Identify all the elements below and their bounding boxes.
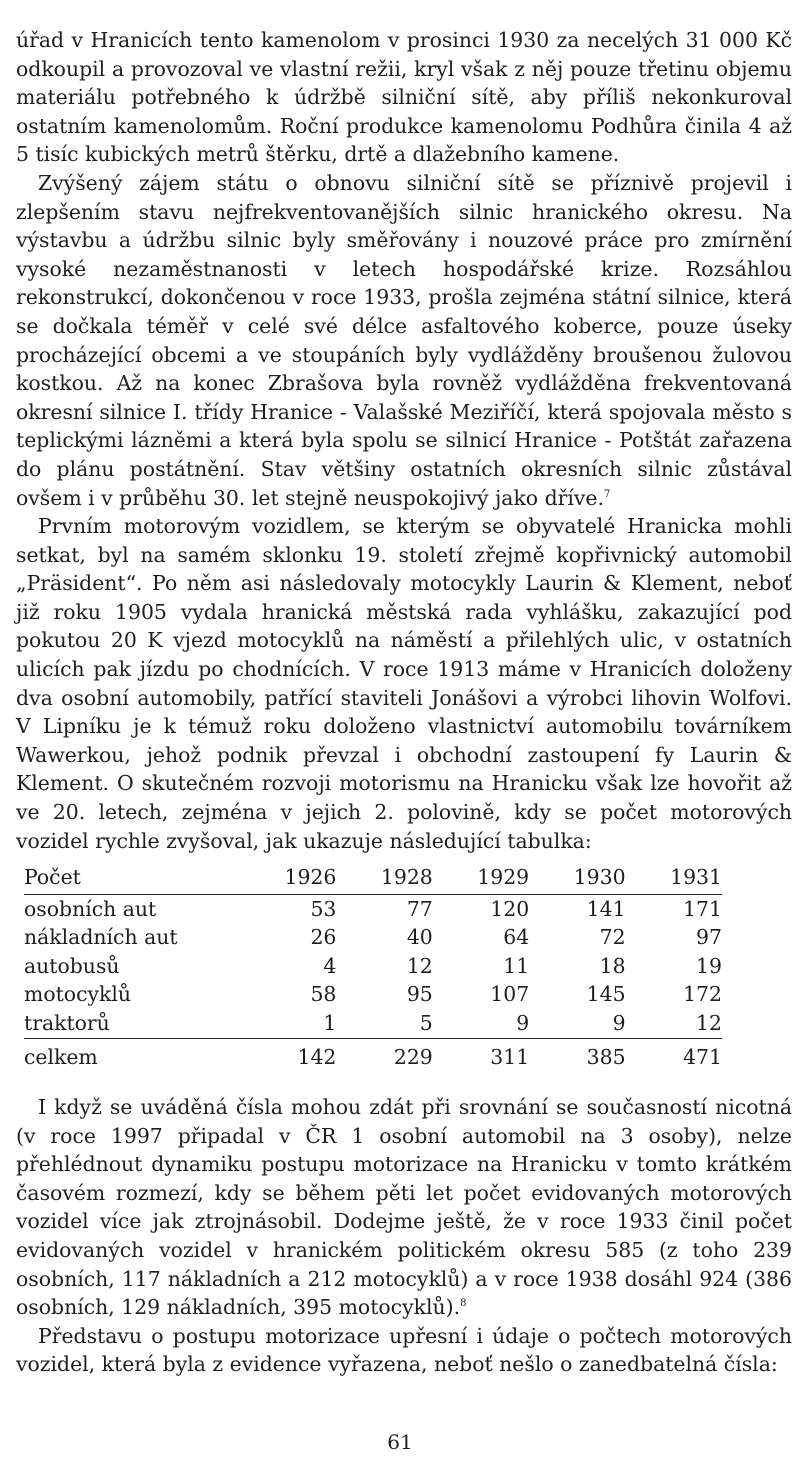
table-cell: 18 — [599, 953, 626, 978]
table-cell: 5 — [419, 1010, 433, 1035]
table-cell: 172 — [683, 982, 722, 1007]
table-cell: 141 — [586, 896, 626, 921]
table-cell: 77 — [406, 896, 433, 921]
table-cell: 9 — [516, 1010, 530, 1035]
table-cell: 58 — [310, 982, 337, 1007]
table-row — [24, 980, 722, 1009]
table-total-cell: 311 — [433, 1038, 529, 1071]
table-total-cell: 471 — [626, 1038, 722, 1071]
table-cell: 171 — [683, 896, 722, 921]
paragraph-quarry: úřad v Hranicích tento kamenolom v prosinci 1930 za necelých 31 000 Kč odkoupil a provozoval ve vlastní režii, kryl však z něj pouze třetinu objemu materiálu potřebného k údržbě silniční sítě, aby příliš nekonkuroval ostatním kamenolomům. Roční produkce kamenolomu Podhůra činila 4 až 5 tisíc kubických metrů štěrku, drtě a dlažebního kamene. — [16, 28, 792, 167]
page-body — [16, 26, 792, 855]
table-cell: 19 — [696, 953, 722, 978]
table-cell: nákladních aut — [24, 925, 178, 950]
paragraph-deregistered: Představu o postupu motorizace upřesní i údaje o počtech motorových vozidel, která byla z evidence vyřazena, neboť nešlo o zanedbatelná čísla: — [16, 1323, 792, 1377]
table-cell: autobusů — [24, 953, 120, 978]
table-header-cell: 1930 — [529, 863, 625, 894]
paragraph-motorism: Prvním motorovým vozidlem, se kterým se obyvatelé Hranicka mohli setkat, byl na samém sklonku 19. století zřejmě kopřivnický automobil „Präsident“. Po něm asi následovaly motocykly Laurin & Klement, neboť již roku 1905 vydala hranická městská rada vyhlášku, zakazující pod pokutou 20 K vjezd motocyklů na náměstí a přilehlých ulic, v ostatních ulicích pak jízdu po chodnících. V roce 1913 máme v Hranicích doloženy dva osobní automobily, patřící staviteli Jonášovi a výrobci lihovin Wolfovi. V Lipníku je k témuž roku doloženo vlastnictví automobilu továrníkem Wawerkou, jehož podnik převzal i obchodní zastoupení fy Laurin & Klement. O skutečném rozvoji motorismu na Hranicku však lze hovořit až ve 20. letech, zejména v jejich 2. polovině, kdy se počet motorových vozidel rychle zvyšoval, jak ukazuje následující tabulka: — [16, 514, 792, 853]
table-cell: 40 — [406, 925, 433, 950]
table-header-cell: 1928 — [336, 863, 432, 894]
paragraph-dynamics — [16, 1093, 792, 1322]
table-cell: 107 — [490, 982, 530, 1007]
table-cell: motocyklů — [24, 982, 132, 1007]
table-cell: 53 — [310, 896, 337, 921]
paragraph-roads-text: Zvýšený zájem státu o obnovu silniční sítě se příznivě projevil i zlepšením stavu nejfrekventovanějších silnic hranického okresu. Na výstavbu a údržbu silnic byly směřovány i nouzové práce pro zmírnění vysoké nezaměstnanosti v letech hospodářské krize. Rozsáhlou rekonstrukcí, dokončenou v roce 1933, prošla zejména státní silnice, která se dočkala téměř v celé své délce asfaltového koberce, pouze úseky procházející obcemi a ve stoupáních byly vydlážděny broušenou žulovou kostkou. Až na konec Zbrašova byla rovněž vydlážděna frekventovaná okresní silnice I. třídy Hranice - Valašské Meziříčí, která spojovala město s teplickými lázněmi a která byla spolu se silnicí Hranice - Potštát zařazena do plánu postátnění. Stav většiny ostatních okresních silnic zůstával ovšem i v průběhu 30. let stejně neuspokojivý jako dříve. — [16, 170, 792, 510]
table-cell: 145 — [586, 982, 626, 1007]
paragraph-dynamics-text: I když se uváděná čísla mohou zdát při srovnání se současností nicotná (v roce 1997 připadal v ČR 1 osobní automobil na 3 osoby), nelze přehlédnout dynamiku postupu motorizace na Hranicku v tomto krátkém časovém rozmezí, kdy se během pěti let počet evidovaných motorových vozidel více jak ztrojnásobil. Dodejme ještě, že v roce 1933 činil počet evidovaných vozidel v hranickém politickém okresu 585 (z toho 239 osobních, 117 nákladních a 212 motocyklů) a v roce 1938 dosáhl 924 (386 osobních, 129 nákladních, 395 motocyklů). — [16, 1095, 792, 1320]
table-header-row — [24, 863, 722, 894]
table-row — [24, 1009, 722, 1038]
table-cell: 120 — [490, 896, 530, 921]
table-cell: 4 — [323, 953, 337, 978]
table-header-cell: 1929 — [433, 863, 529, 894]
table-header-cell: 1926 — [240, 863, 336, 894]
paragraph-roads — [16, 169, 792, 512]
table-cell: 72 — [599, 925, 626, 950]
table-header-cell: 1931 — [626, 863, 722, 894]
footnote-ref-7: 7 — [603, 488, 611, 500]
table-total-row — [24, 1038, 722, 1071]
page-body-lower — [16, 1093, 792, 1379]
table-cell: 95 — [406, 982, 433, 1007]
footnote-ref-8: 8 — [460, 1298, 467, 1310]
table-header-cell: Počet — [24, 863, 240, 894]
table-cell: 26 — [310, 925, 337, 950]
page-number: 61 — [387, 1430, 413, 1454]
table-cell: osobních aut — [24, 896, 157, 921]
table-cell: 9 — [612, 1010, 626, 1035]
table-row — [24, 952, 722, 981]
table-row — [24, 923, 722, 952]
table-total-cell: celkem — [24, 1038, 240, 1071]
table-cell: 97 — [696, 925, 722, 950]
table-cell: 1 — [323, 1010, 337, 1035]
table-cell: 12 — [696, 1010, 722, 1035]
table-row — [24, 894, 722, 923]
table-cell: 64 — [503, 925, 530, 950]
table-total-cell: 142 — [240, 1038, 336, 1071]
table-cell: 11 — [503, 953, 530, 978]
table-cell: traktorů — [24, 1010, 110, 1035]
table-cell: 12 — [406, 953, 433, 978]
table-total-cell: 229 — [336, 1038, 432, 1071]
table-total-cell: 385 — [529, 1038, 625, 1071]
vehicle-count-table — [24, 863, 722, 1071]
